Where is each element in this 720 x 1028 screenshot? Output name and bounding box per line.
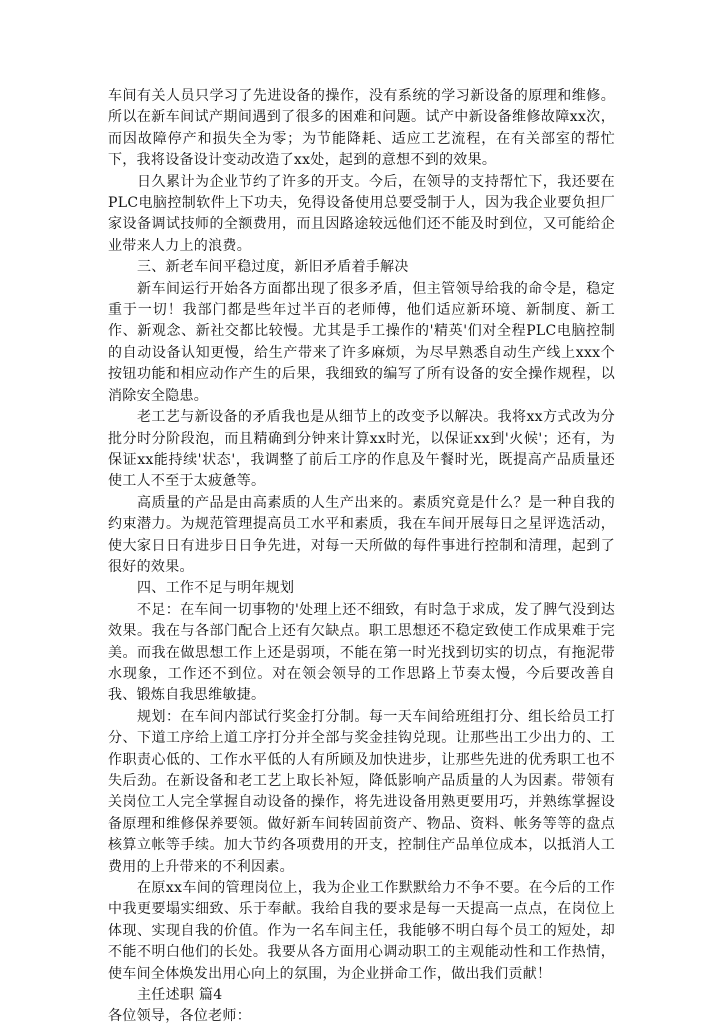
salutation: 各位领导，各位老师： [108, 1008, 251, 1025]
paragraph-plan: 规划：在车间内部试行奖金打分制。每一天车间给班组打分、组长给员工打分、下道工序给上道工序打分并全部与奖金挂钩兑现。让那些出工少出力的、工作职责心低的、工作水平低的人有所顾及加快进步，让那些先进的优秀职工也不失后劲。在新设备和老工艺上取长补短，降低影响产品质量的人为因素。带领有关岗位工人完全掌握自动设备的操作，将先进设备用熟更要用巧，并熟练掌握设备原理和维修保养要领。做好新车间转固前资产、物品、资料、帐务等等的盘点核算立帐等手续。加大节约各项费用的开支，控制住产品单位成本，以抵消人工费用的上升带来的不利因素。 [108, 708, 615, 875]
paragraph-old-process-new-equipment: 老工艺与新设备的矛盾我也是从细节上的改变予以解决。我将xx方式改为分批分时分阶段泡，而且精确到分钟来计算xx时光，以保证xx到'火候'；还有，为保证xx能持续'状态'，我调整了前后工序的作息及午餐时光，既提高产品质量还使工人不至于太疲惫等。 [108, 409, 615, 490]
paragraph-equipment-maintenance: 车间有关人员只学习了先进设备的操作，没有系统的学习新设备的原理和维修。所以在新车间试产期间遇到了很多的困难和问题。试产中新设备维修故障xx次，而因故障停产和损失全为零；为节能降耗、适应工艺流程，在有关部室的帮忙下，我将设备设计变动改造了xx处，起到的意想不到的效果。 [108, 88, 615, 169]
paragraph-new-workshop-conflicts: 新车间运行开始各方面都出现了很多矛盾，但主管领导给我的命令是，稳定重于一切！我部门都是些年过半百的老师傅，他们适应新环境、新制度、新工作、新观念、新社交都比较慢。尤其是手工操作的'精英'们对全程PLC电脑控制的自动设备认知更慢，给生产带来了许多麻烦，为尽早熟悉自动生产线上xxx个按钮功能和相应动作产生的后果，我细致的编写了所有设备的安全操作规程，以消除安全隐患。 [108, 280, 615, 404]
section-heading-3: 三、新老车间平稳过度，新旧矛盾着手解决 [137, 259, 409, 276]
paragraph-cost-savings: 日久累计为企业节约了许多的开支。今后，在领导的支持帮忙下，我还要在PLC电脑控制软件上下功夫，免得设备使用总要受制于人，因为我企业要负担厂家设备调试技师的全额费用，而且因路途较远他们还不能及时到位，又可能给企业带来人力上的浪费。 [108, 173, 615, 254]
article-title: 主任述职 篇4 [137, 987, 223, 1004]
document-page [108, 86, 615, 1028]
section-heading-4: 四、工作不足与明年规划 [137, 580, 295, 597]
paragraph-commitment: 在原xx车间的管理岗位上，我为企业工作默默给力不争不要。在今后的工作中我更要塌实细致、乐于奉献。我给自我的要求是每一天提高一点点，在岗位上体现、实现自我的价值。作为一名车间主任，我能够不明白每个员工的短处，却不能不明白他们的长处。我要从各方面用心调动职工的主观能动性和工作热情，使车间全体焕发出用心向上的氛围，为企业拼命工作，做出我们贡献！ [108, 880, 615, 982]
paragraph-shortcomings: 不足：在车间一切事物的'处理上还不细致，有时急于求成，发了脾气没到达效果。我在与各部门配合上还有欠缺点。职工思想还不稳定致使工作成果难于完美。而我在做思想工作上还是弱项，不能在第一时光找到切实的切点，有拖泥带水现象，工作还不到位。对在领会领导的工作思路上节奏太慢，今后要改善自我、锻炼自我思维敏捷。 [108, 601, 615, 704]
paragraph-staff-quality: 高质量的产品是由高素质的人生产出来的。素质究竟是什么？是一种自我的约束潜力。为规范管理提高员工水平和素质，我在车间开展每日之星评选活动，使大家日日有进步日日争先进，对每一天所做的每件事进行控制和清理，起到了很好的效果。 [108, 494, 615, 575]
